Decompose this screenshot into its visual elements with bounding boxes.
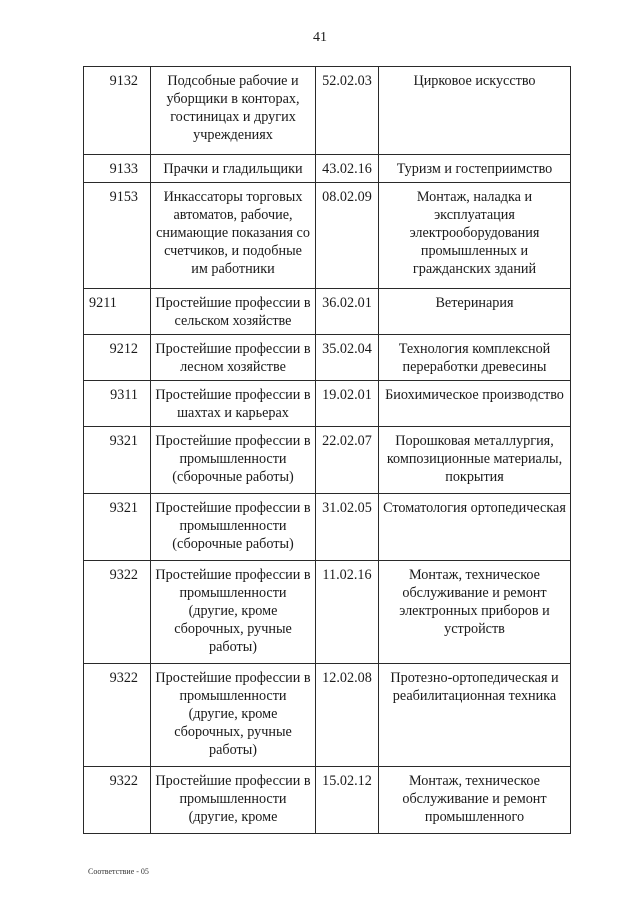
occupation-name: Простейшие профессии в промышленности (другие, кроме	[151, 767, 316, 834]
page-number: 41	[313, 30, 327, 45]
specialty-code: 35.02.04	[316, 335, 379, 381]
specialty-code: 31.02.05	[316, 494, 379, 561]
specialty-code: 19.02.01	[316, 381, 379, 427]
occupation-name: Простейшие профессии в сельском хозяйстве	[151, 289, 316, 335]
specialty-code: 36.02.01	[316, 289, 379, 335]
specialty-code: 11.02.16	[316, 561, 379, 664]
specialty-name: Биохимическое производство	[379, 381, 571, 427]
specialty-name: Порошковая металлургия, композиционные материалы, покрытия	[379, 427, 571, 494]
table-row	[84, 155, 571, 183]
specialty-name: Ветеринария	[379, 289, 571, 335]
specialty-name: Цирковое искусство	[379, 67, 571, 155]
table-row	[84, 494, 571, 561]
specialty-code: 43.02.16	[316, 155, 379, 183]
occupation-name: Простейшие профессии в промышленности (другие, кроме сборочных, ручные работы)	[151, 561, 316, 664]
occupation-code: 9321	[84, 427, 151, 494]
table-row	[84, 561, 571, 664]
table-row	[84, 183, 571, 289]
specialty-name: Монтаж, наладка и эксплуатация электрооборудования промышленных и гражданских зданий	[379, 183, 571, 289]
specialty-name: Стоматология ортопедическая	[379, 494, 571, 561]
footer-text: Соответствие - 05	[88, 867, 149, 876]
occupation-code: 9211	[84, 289, 151, 335]
occupation-name: Прачки и гладильщики	[151, 155, 316, 183]
occupation-code: 9133	[84, 155, 151, 183]
occupation-code: 9322	[84, 767, 151, 834]
table-row	[84, 381, 571, 427]
table-row	[84, 767, 571, 834]
specialty-code: 52.02.03	[316, 67, 379, 155]
specialty-name: Монтаж, техническое обслуживание и ремонт электронных приборов и устройств	[379, 561, 571, 664]
occupation-name: Простейшие профессии в лесном хозяйстве	[151, 335, 316, 381]
specialty-name: Технология комплексной переработки древесины	[379, 335, 571, 381]
table-row	[84, 335, 571, 381]
occupation-code: 9322	[84, 664, 151, 767]
occupation-name: Простейшие профессии в шахтах и карьерах	[151, 381, 316, 427]
table-row	[84, 289, 571, 335]
occupation-name: Простейшие профессии в промышленности (сборочные работы)	[151, 494, 316, 561]
specialty-name: Протезно-ортопедическая и реабилитационная техника	[379, 664, 571, 767]
specialty-name: Туризм и гостеприимство	[379, 155, 571, 183]
document-table	[83, 66, 571, 834]
table-row	[84, 67, 571, 155]
occupation-name: Инкассаторы торговых автоматов, рабочие, снимающие показания со счетчиков, и подобные им работники	[151, 183, 316, 289]
specialty-code: 08.02.09	[316, 183, 379, 289]
specialty-code: 12.02.08	[316, 664, 379, 767]
occupation-code: 9132	[84, 67, 151, 155]
occupation-code: 9311	[84, 381, 151, 427]
occupation-name: Простейшие профессии в промышленности (другие, кроме сборочных, ручные работы)	[151, 664, 316, 767]
occupation-code: 9212	[84, 335, 151, 381]
occupation-code: 9153	[84, 183, 151, 289]
specialty-name: Монтаж, техническое обслуживание и ремонт промышленного	[379, 767, 571, 834]
table-row	[84, 427, 571, 494]
occupation-name: Подсобные рабочие и уборщики в конторах, гостиницах и других учреждениях	[151, 67, 316, 155]
specialty-code: 15.02.12	[316, 767, 379, 834]
specialty-code: 22.02.07	[316, 427, 379, 494]
occupation-code: 9321	[84, 494, 151, 561]
table-row	[84, 664, 571, 767]
occupation-code: 9322	[84, 561, 151, 664]
occupation-name: Простейшие профессии в промышленности (сборочные работы)	[151, 427, 316, 494]
